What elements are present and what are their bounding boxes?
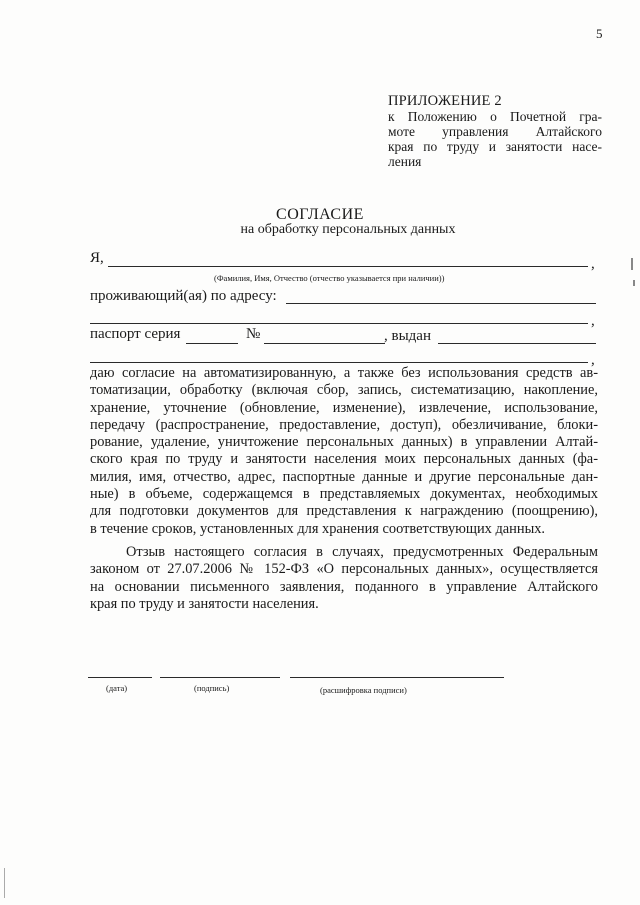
full-name-hint: (Фамилия, Имя, Отчество (отчество указывается при наличии)): [214, 273, 445, 283]
address-field-continued[interactable]: [90, 323, 588, 324]
revocation-line: на основании письменного заявления, поданного в управление Алтайского: [90, 578, 598, 595]
revocation-line: края по труду и занятости населения.: [90, 595, 319, 612]
scan-artifact: [4, 868, 5, 898]
appendix-line: ления: [388, 154, 422, 169]
consent-line: ные) в объеме, содержащемся в представляемых документах, необходимых: [90, 486, 598, 503]
passport-number-label: №: [246, 326, 261, 342]
appendix-line: к Положению о Почетной гра-: [388, 109, 602, 124]
consent-line: передачу (распространение, предоставление, доступ), обезличивание, блоки-: [90, 416, 598, 433]
comma: ,: [591, 256, 595, 272]
scan-artifact: [631, 258, 633, 270]
i-label: Я,: [90, 250, 104, 266]
consent-line: томатизации, обработку (включая сбор, запись, систематизацию, накопление,: [90, 382, 598, 399]
scan-artifact: [633, 280, 635, 286]
revocation-line: законом от 27.07.2006 № 152-ФЗ «О персональных данных», осуществляется: [90, 561, 598, 578]
issued-label: , выдан: [384, 328, 431, 344]
document-title: СОГЛАСИЕ: [276, 206, 364, 223]
passport-label: паспорт серия: [90, 326, 181, 342]
issued-by-field-continued[interactable]: [90, 362, 588, 363]
issued-by-field[interactable]: [438, 343, 596, 344]
signature-field[interactable]: [160, 677, 280, 678]
consent-line: милия, имя, отчество, адрес, паспортные данные и другие персональные дан-: [90, 468, 598, 485]
address-label: проживающий(ая) по адресу:: [90, 288, 277, 304]
consent-line: рование, удаление, уничтожение персональных данных) в управлении Алтай-: [90, 434, 598, 451]
consent-line: хранение, уточнение (обновление, изменение), извлечение, использование,: [90, 399, 598, 416]
consent-paragraph: [90, 365, 598, 538]
consent-line: для подготовки документов для представления к награждению (поощрению),: [90, 503, 598, 520]
passport-number-field[interactable]: [264, 343, 385, 344]
document-subtitle: на обработку персональных данных: [240, 222, 456, 237]
appendix-body: [388, 109, 602, 169]
revocation-line: Отзыв настоящего согласия в случаях, предусмотренных Федеральным: [126, 544, 598, 560]
full-name-field[interactable]: [108, 266, 588, 267]
appendix-line: края по труду и занятости насе-: [388, 139, 602, 154]
date-field[interactable]: [88, 677, 152, 678]
revocation-paragraph: [90, 544, 598, 613]
address-field[interactable]: [286, 303, 596, 304]
appendix-line: моте управления Алтайского: [388, 124, 602, 139]
page-number: 5: [596, 26, 603, 41]
signature-decoding-label: (расшифровка подписи): [320, 685, 407, 695]
signature-decoding-field[interactable]: [290, 677, 504, 678]
appendix-heading: ПРИЛОЖЕНИЕ 2: [388, 93, 502, 109]
comma: ,: [591, 313, 595, 329]
passport-series-field[interactable]: [186, 343, 238, 344]
date-label: (дата): [106, 683, 128, 693]
appendix-block: [388, 94, 602, 169]
signature-label: (подпись): [194, 683, 230, 693]
consent-line: в течение сроков, установленных для хранения соответствующих данных.: [90, 520, 546, 537]
consent-line: даю согласие на автоматизированную, а также без использования средств ав-: [90, 365, 598, 381]
consent-line: ского края по труду и занятости населения моих персональных данных (фа-: [90, 451, 598, 468]
comma: ,: [591, 352, 595, 368]
